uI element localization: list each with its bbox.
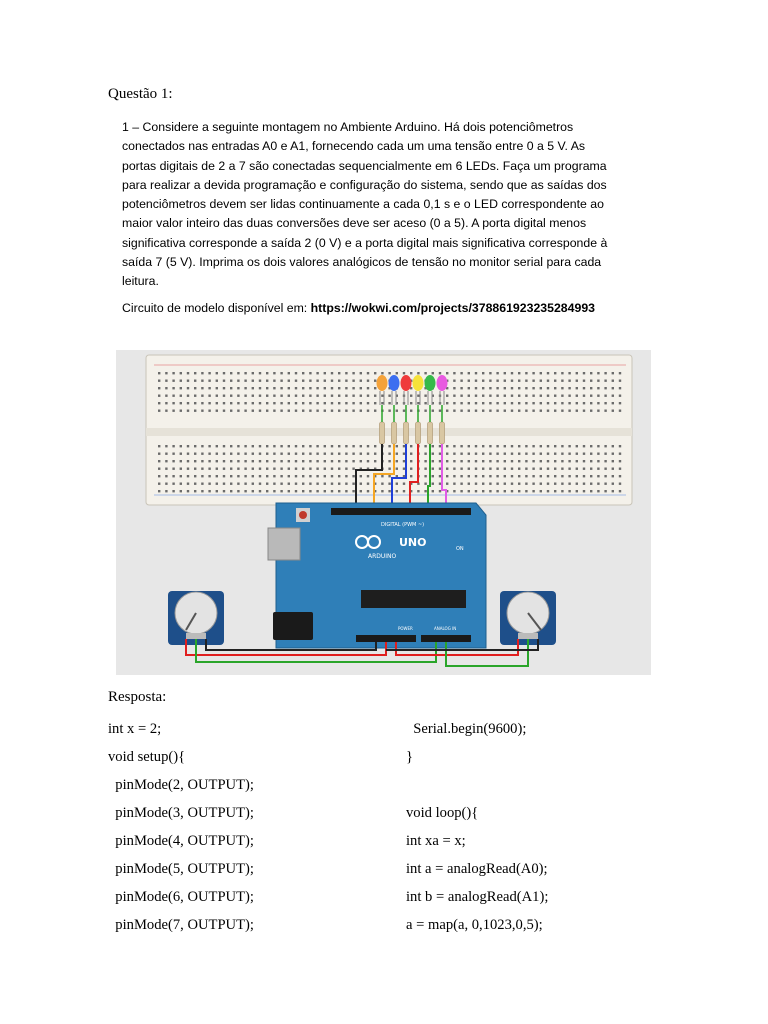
question-line: maior valor inteiro das duas conversões deve ser aceso (0 a 5). A porta digital menos xyxy=(122,216,587,231)
resistor xyxy=(416,422,421,444)
chip xyxy=(361,590,466,608)
code-line: pinMode(6, OUTPUT); xyxy=(108,889,254,905)
potentiometer-left xyxy=(168,591,224,645)
question-line: conectados nas entradas A0 e A1, fornecendo cada um uma tensão entre 0 a 5 V. As xyxy=(122,139,586,154)
code-left-column xyxy=(108,715,254,939)
analog-label: ANALOG IN xyxy=(434,626,457,631)
analog-header xyxy=(421,635,471,642)
question-line: saída 7 (5 V). Imprima os dois valores analógicos de tensão no monitor serial para cada xyxy=(122,255,602,270)
model-link-line xyxy=(122,299,644,318)
resistor xyxy=(392,422,397,444)
board-label: UNO xyxy=(399,536,427,549)
potentiometer-right xyxy=(500,591,556,645)
question-line: para realizar a devida programação e configuração do sistema, sendo que as saídas dos xyxy=(122,177,607,192)
led xyxy=(389,375,400,391)
code-line: int b = analogRead(A1); xyxy=(406,889,549,905)
digital-header xyxy=(331,508,471,515)
code-line: a = map(a, 0,1023,0,5); xyxy=(406,917,543,933)
resistor xyxy=(404,422,409,444)
heading: Questão 1: xyxy=(108,86,173,102)
code-right-column xyxy=(406,715,548,939)
question-body xyxy=(122,118,644,292)
code-line: int x = 2; xyxy=(108,721,162,737)
resistor xyxy=(380,422,385,444)
question-line: 1 – Considere a seguinte montagem no Ambiente Arduino. Há dois potenciômetros xyxy=(122,120,574,134)
code-line: int xa = x; xyxy=(406,833,466,849)
circuit-diagram xyxy=(116,350,651,675)
code-line: pinMode(4, OUTPUT); xyxy=(108,833,254,849)
arduino-board xyxy=(268,503,486,648)
resistor xyxy=(428,422,433,444)
code-line: Serial.begin(9600); xyxy=(406,721,527,737)
power-jack xyxy=(273,612,313,640)
led xyxy=(425,375,436,391)
code-line: pinMode(5, OUTPUT); xyxy=(108,861,254,877)
code-line: pinMode(2, OUTPUT); xyxy=(108,777,254,793)
question-text xyxy=(122,118,644,318)
question-line: potenciômetros devem ser lidas continuamente a cada 0,1 s e o LED correspondente ao xyxy=(122,197,604,212)
usb-connector xyxy=(268,528,300,560)
on-label: ON xyxy=(456,546,464,552)
breadboard xyxy=(146,355,632,505)
code-line xyxy=(406,771,548,799)
code-line: void setup(){ xyxy=(108,749,186,765)
answer-label: Resposta: xyxy=(108,689,167,705)
power-label: POWER xyxy=(398,626,413,631)
code-line: pinMode(3, OUTPUT); xyxy=(108,805,254,821)
model-link[interactable]: https://wokwi.com/projects/378861923235284993 xyxy=(310,300,596,315)
question-line: significativa corresponde a saída 2 (0 V) e a porta digital mais significativa corresponde à xyxy=(122,235,608,250)
code-line: } xyxy=(406,749,414,765)
led xyxy=(401,375,412,391)
code-line: void loop(){ xyxy=(406,805,479,821)
led xyxy=(413,375,424,391)
resistor xyxy=(440,422,445,444)
led xyxy=(377,375,388,391)
question-line: leitura. xyxy=(122,274,159,289)
question-line: portas digitais de 2 a 7 são conectadas sequencialmente em 6 LEDs. Faça um programa xyxy=(122,158,607,173)
brand-label: ARDUINO xyxy=(368,553,397,560)
code-line: pinMode(7, OUTPUT); xyxy=(108,917,254,933)
digital-label: DIGITAL (PWM ~) xyxy=(381,522,425,528)
code-line: int a = analogRead(A0); xyxy=(406,861,548,877)
link-prefix: Circuito de modelo disponível em: xyxy=(122,300,311,315)
power-header xyxy=(356,635,416,642)
led xyxy=(437,375,448,391)
